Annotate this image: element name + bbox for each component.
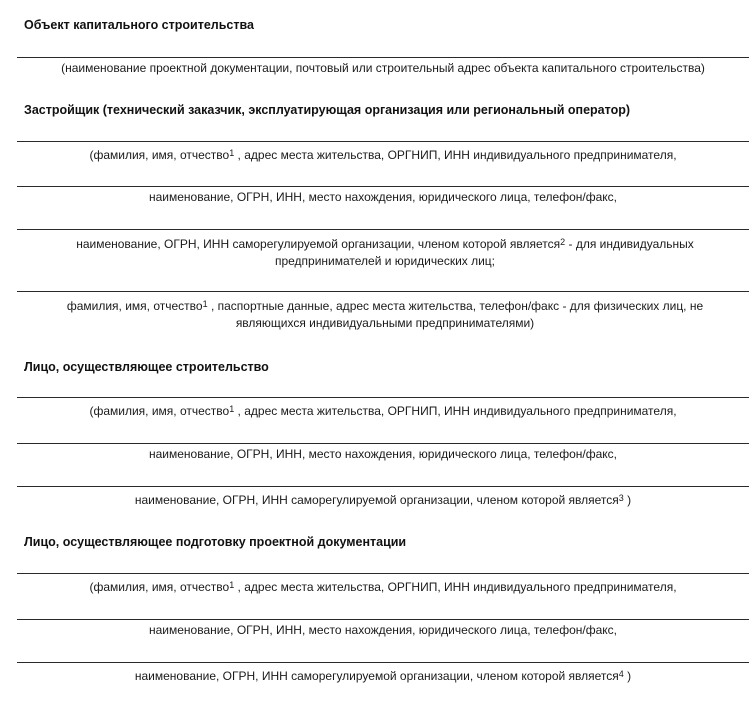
designer-caption-3-text-a: наименование, ОГРН, ИНН саморегулируемой организации, членом которой является: [134, 669, 619, 683]
builder-fill-line-1[interactable]: [17, 397, 749, 398]
builder-fill-line-2[interactable]: [17, 443, 749, 444]
developer-caption-3-text-a: наименование, ОГРН, ИНН саморегулируемой организации, членом которой является: [76, 237, 561, 251]
builder-caption-3-text-b: ): [627, 493, 632, 507]
developer-caption-1-text-b: , адрес места жительства, ОРГНИП, ИНН индивидуального предпринимателя,: [237, 148, 677, 162]
object-fill-line[interactable]: [17, 57, 749, 58]
developer-fill-line-4[interactable]: [17, 291, 749, 292]
builder-caption-3-text-a: наименование, ОГРН, ИНН саморегулируемой организации, членом которой является: [134, 493, 619, 507]
object-heading: Объект капитального строительства: [24, 18, 254, 32]
developer-caption-1-text-a: (фамилия, имя, отчество: [89, 148, 230, 162]
designer-caption-2: наименование, ОГРН, ИНН, место нахождения, юридического лица, телефон/факс,: [149, 623, 617, 637]
builder-caption-3: [17, 490, 749, 509]
footnote-ref: 4: [618, 669, 624, 679]
footnote-ref: 1: [202, 299, 208, 309]
designer-caption-1-text-a: (фамилия, имя, отчество: [89, 580, 230, 594]
footnote-ref: 1: [229, 580, 235, 590]
designer-caption-3-text-b: ): [627, 669, 632, 683]
developer-caption-1: [17, 145, 749, 164]
object-caption: (наименование проектной документации, почтовый или строительный адрес объекта капитального строительства): [61, 61, 705, 75]
builder-fill-line-3[interactable]: [17, 486, 749, 487]
builder-caption-1-text-a: (фамилия, имя, отчество: [89, 404, 230, 418]
builder-caption-2: наименование, ОГРН, ИНН, место нахождения, юридического лица, телефон/факс,: [149, 447, 617, 461]
footnote-ref: 3: [618, 493, 624, 503]
builder-caption-1: [17, 401, 749, 420]
designer-fill-line-3[interactable]: [17, 662, 749, 663]
developer-fill-line-2[interactable]: [17, 186, 749, 187]
developer-caption-2: наименование, ОГРН, ИНН, место нахождения, юридического лица, телефон/факс,: [149, 190, 617, 204]
builder-heading: Лицо, осуществляющее строительство: [24, 360, 269, 374]
designer-fill-line-1[interactable]: [17, 573, 749, 574]
designer-heading: Лицо, осуществляющее подготовку проектной документации: [24, 535, 407, 549]
developer-caption-4-text-a: фамилия, имя, отчество: [66, 299, 203, 313]
developer-caption-3-text-b: - для индивидуальных предпринимателей и юридических лиц;: [274, 237, 694, 268]
footnote-ref: 1: [229, 148, 235, 158]
footnote-ref: 2: [560, 237, 566, 247]
footnote-ref: 1: [229, 404, 235, 414]
designer-fill-line-2[interactable]: [17, 619, 749, 620]
developer-fill-line-1[interactable]: [17, 141, 749, 142]
designer-caption-1: [17, 577, 749, 596]
developer-fill-line-3[interactable]: [17, 229, 749, 230]
developer-heading: Застройщик (технический заказчик, эксплуатирующая организация или региональный оператор): [24, 103, 631, 117]
developer-caption-4: [40, 296, 730, 332]
builder-caption-1-text-b: , адрес места жительства, ОРГНИП, ИНН индивидуального предпринимателя,: [237, 404, 677, 418]
developer-caption-3: [40, 234, 730, 270]
designer-caption-3: [17, 666, 749, 685]
designer-caption-1-text-b: , адрес места жительства, ОРГНИП, ИНН индивидуального предпринимателя,: [237, 580, 677, 594]
developer-caption-4-text-b: , паспортные данные, адрес места жительства, телефон/факс - для физических лиц, не являющихся индивидуальными предпринимателями): [210, 299, 704, 330]
